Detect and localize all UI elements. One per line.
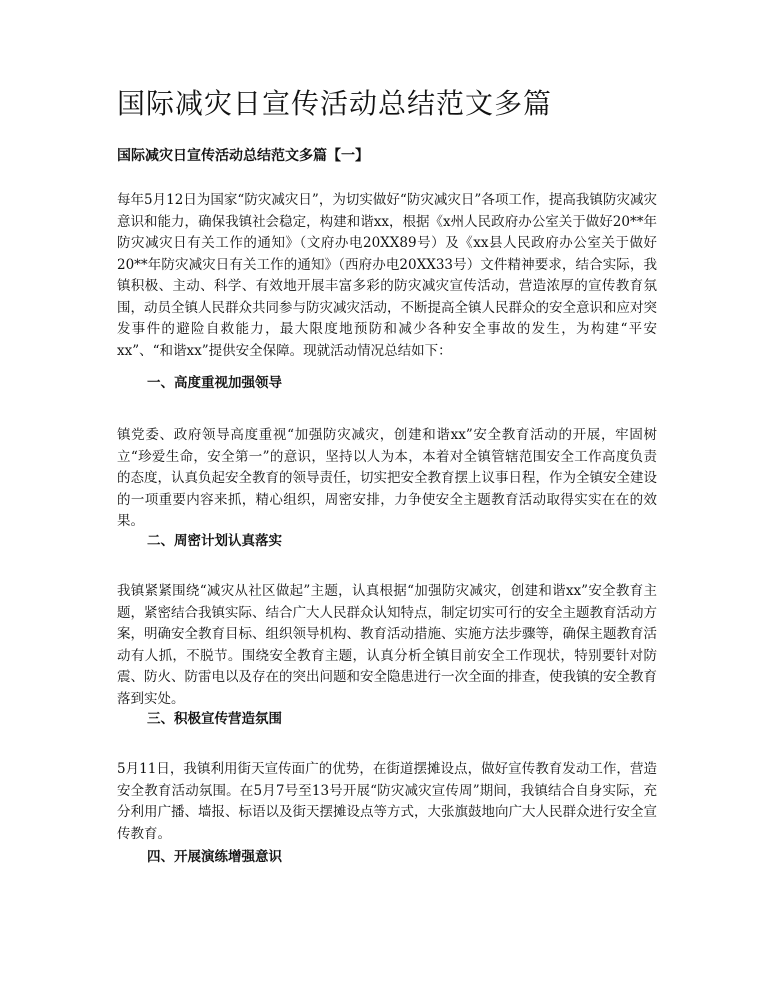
document-title: 国际减灾日宣传活动总结范文多篇: [117, 87, 553, 120]
section-heading-4: 四、开展演练增强意识: [147, 849, 282, 865]
section-heading-3: 三、积极宣传营造氛围: [147, 711, 282, 727]
section-body-2: 我镇紧紧围绕“减灾从社区做起”主题，认真根据“加强防灾减灾，创建和谐xx”安全教育主题，紧密结合我镇实际、结合广大人民群众认知特点，制定切实可行的安全主题教育活动方案，明确安全教育目标、组织领导机构、教育活动措施、实施方法步骤等，确保主题教育活动有人抓，不脱节。围绕安全教育主题，认真分析全镇目前安全工作现状，特别要针对防震、防火、防雷电以及存在的突出问题和安全隐患进行一次全面的排查，使我镇的安全教育落到实处。: [117, 583, 657, 707]
section-heading-2: 二、周密计划认真落实: [147, 533, 282, 549]
document-subtitle: 国际减灾日宣传活动总结范文多篇【一】: [117, 148, 369, 164]
section-heading-1: 一、高度重视加强领导: [147, 375, 282, 391]
section-body-3: 5月11日，我镇利用街天宣传面广的优势，在街道摆摊设点，做好宣传教育发动工作，营造安全教育活动氛围。在5月7号至13号开展“防灾减灾宣传周”期间，我镇结合自身实际，充分利用广播、墙报、标语以及街天摆摊设点等方式，大张旗鼓地向广大人民群众进行安全宣传教育。: [117, 761, 657, 842]
intro-paragraph: 每年5月12日为国家“防灾减灾日”，为切实做好“防灾减灾日”各项工作，提高我镇防灾减灾意识和能力，确保我镇社会稳定，构建和谐xx，根据《x州人民政府办公室关于做好20**年防灾减灾日有关工作的通知》（文府办电20XX89号）及《xx县人民政府办公室关于做好20**年防灾减灾日有关工作的通知》（西府办电20XX33号）文件精神要求，结合实际，我镇积极、主动、科学、有效地开展丰富多彩的防灾减灾宣传活动，营造浓厚的宣传教育氛围，动员全镇人民群众共同参与防灾减灾活动，不断提高全镇人民群众的安全意识和应对突发事件的避险自救能力，最大限度地预防和减少各种安全事故的发生，为构建“平安xx”、“和谐xx”提供安全保障。现就活动情况总结如下：: [117, 192, 657, 359]
section-body-1: 镇党委、政府领导高度重视“加强防灾减灾，创建和谐xx”安全教育活动的开展，牢固树立“珍爱生命，安全第一”的意识，坚持以人为本，本着对全镇管辖范围安全工作高度负责的态度，认真负起安全教育的领导责任，切实把安全教育摆上议事日程，作为全镇安全建设的一项重要内容来抓，精心组织，周密安排，力争使安全主题教育活动取得实实在在的效果。: [117, 427, 657, 529]
